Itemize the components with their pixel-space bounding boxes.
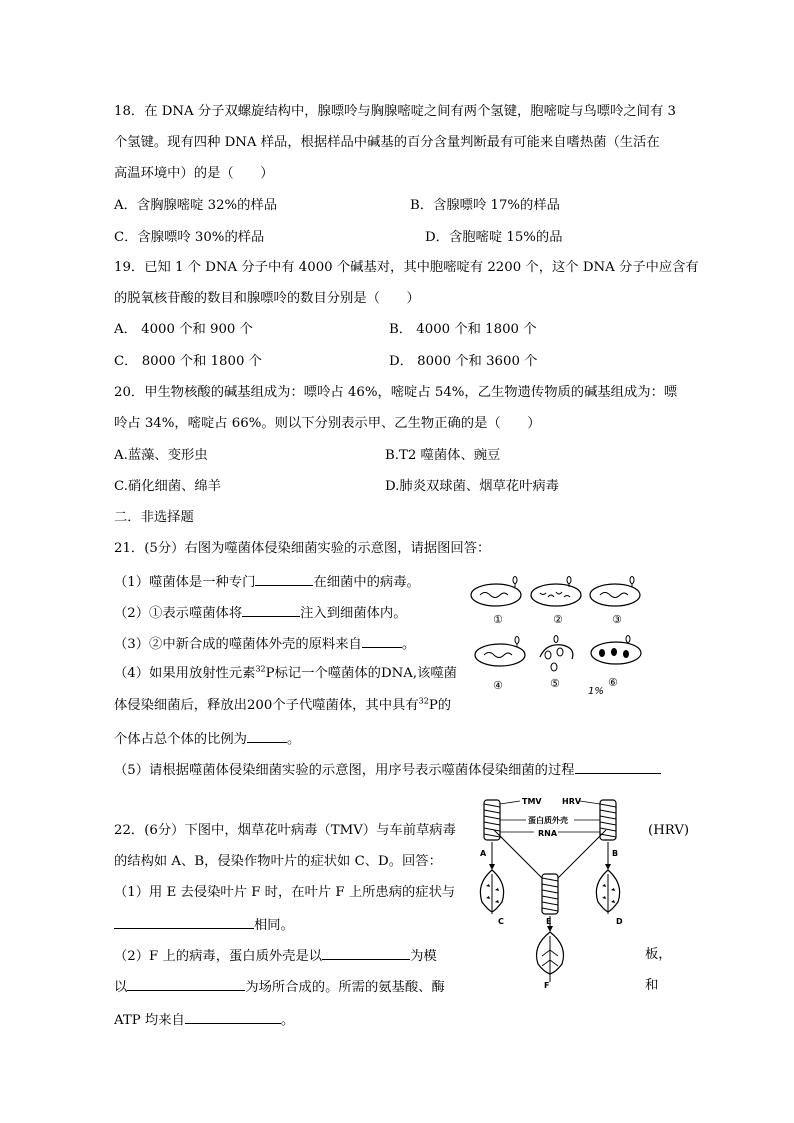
q18-stem-line1: 18．在 DNA 分子双螺旋结构中，腺嘌呤与胸腺嘧啶之间有两个氢键，胞嘧啶与鸟嘌呤之间有 3 xyxy=(114,104,676,119)
q18-option-d[interactable]: D．含胞嘧啶 15%的品 xyxy=(425,230,563,245)
q22-stem-line2: 的结构如 A、B，侵染作物叶片的症状如 C、D。回答： xyxy=(114,854,442,869)
q21-part4-blank[interactable] xyxy=(247,729,287,743)
label-b: B xyxy=(612,849,619,858)
q22-part2-line2-right: 和 xyxy=(645,978,659,993)
q22-stem-hrv: (HRV) xyxy=(648,823,690,838)
phage-label-1: ① xyxy=(493,613,503,626)
q18-option-a[interactable]: A．含胸腺嘧啶 32%的样品 xyxy=(114,198,278,213)
q19-stem-line1: 19．已知 1 个 DNA 分子中有 4000 个碱基对，其中胞嘧啶有 2200 个，这个 DNA 分子中应含有 xyxy=(114,260,699,275)
q22-part2-line2-text-b: 为场所合成的。所需的氨基酸、酶 xyxy=(245,980,445,995)
phage-step-1 xyxy=(471,577,521,607)
q21-part4-line2 xyxy=(114,697,451,715)
q18-stem-line2: 个氢键。现有四种 DNA 样品，根据样品中碱基的百分含量判断最有可能来自嗜热菌（生活在 xyxy=(114,135,660,150)
q21-part3-blank[interactable] xyxy=(362,634,402,648)
q22-part2-text-a: （2）F 上的病毒，蛋白质外壳是以 xyxy=(114,949,323,964)
virus-structure-figure xyxy=(472,790,632,990)
phage-label-6: ⑥ xyxy=(608,676,618,689)
q22-stem-line1: 22．(6分）下图中，烟草花叶病毒（TMV）与车前草病毒 xyxy=(114,823,456,838)
protein-coat-label: 蛋白质外壳 xyxy=(528,816,568,825)
q21-part1-text-a: （1）噬菌体是一种专门 xyxy=(114,575,256,590)
q22-part2-blank2[interactable] xyxy=(127,977,245,991)
q20-stem-line2: 呤占 34%，嘧啶占 66%。则以下分别表示甲、乙生物正确的是（ ） xyxy=(114,416,541,431)
q21-part5 xyxy=(114,760,661,780)
phage-label-5: ⑤ xyxy=(550,677,560,690)
q22-part2-right-text: 板， xyxy=(645,947,672,962)
q20-option-a[interactable]: A.蓝藻、变形虫 xyxy=(114,448,208,463)
leaf-c xyxy=(480,870,503,914)
q21-part3-text-a: （3）②中新合成的噬菌体外壳的原料来自 xyxy=(114,637,362,652)
q21-part4-line3 xyxy=(114,729,300,749)
q22-part2-line1 xyxy=(114,946,437,966)
q22-part2-line2-text-a: 以 xyxy=(114,980,128,995)
q20-stem-line1: 20．甲生物核酸的碱基组成为：嘌呤占 46%，嘧啶占 54%，乙生物遗传物质的碱基组成为：嘌 xyxy=(114,385,678,400)
phage-step-4 xyxy=(475,637,525,667)
q19-option-c[interactable]: C． 8000 个和 1800 个 xyxy=(114,354,262,369)
q21-part4-line2-text-b: P的 xyxy=(428,698,452,713)
phage-label-3: ③ xyxy=(612,613,622,626)
tmv-label: TMV xyxy=(522,797,542,806)
q18-option-b[interactable]: B．含腺嘌呤 17%的样品 xyxy=(410,198,560,213)
phage-step-6 xyxy=(591,636,641,665)
rna-label: RNA xyxy=(538,829,558,838)
q21-part5-text: （5）请根据噬菌体侵染细菌实验的示意图，用序号表示噬菌体侵染细菌的过程 xyxy=(114,763,575,778)
label-e: E xyxy=(546,917,552,926)
q22-part2-line3-text-a: ATP 均来自 xyxy=(114,1013,185,1028)
phage-infection-figure xyxy=(468,573,658,697)
label-f: F xyxy=(544,981,550,990)
leaf-f xyxy=(537,932,564,982)
leaf-d xyxy=(596,870,619,914)
q20-option-b[interactable]: B.T2 噬菌体、豌豆 xyxy=(385,448,501,463)
q18-option-c[interactable]: C．含腺嘌呤 30%的样品 xyxy=(114,230,265,245)
q21-part2 xyxy=(114,603,407,623)
phage-label-2: ② xyxy=(553,613,563,626)
q21-part2-text-a: （2）①表示噬菌体将 xyxy=(114,606,243,621)
hrv-label: HRV xyxy=(562,797,582,806)
phage-scribble: 1% xyxy=(588,686,604,697)
virus-e xyxy=(542,874,558,914)
phage-label-4: ④ xyxy=(493,679,503,692)
q21-part4-line3-text-b: 。 xyxy=(286,732,301,747)
q19-option-b[interactable]: B． 4000 个和 1800 个 xyxy=(389,322,537,337)
phage-step-2 xyxy=(531,577,581,607)
q22-part1-line2 xyxy=(114,915,294,935)
q21-part2-text-b: 注入到细菌体内。 xyxy=(300,606,407,621)
q19-option-a[interactable]: A． 4000 个和 900 个 xyxy=(114,322,253,337)
label-c: C xyxy=(498,917,504,926)
q21-part2-blank[interactable] xyxy=(242,603,300,617)
q20-option-d[interactable]: D.肺炎双球菌、烟草花叶病毒 xyxy=(385,479,559,494)
phage-step-3 xyxy=(590,577,640,607)
label-d: D xyxy=(616,917,623,926)
q21-part1-blank[interactable] xyxy=(255,572,313,586)
q21-part5-blank[interactable] xyxy=(575,760,661,774)
q21-part1 xyxy=(114,572,420,592)
q21-part4-text-a: （4）如果用放射性元素 xyxy=(114,666,256,681)
section-heading: 二．非选择题 xyxy=(114,510,194,525)
q21-part1-text-b: 在细菌中的病毒。 xyxy=(313,575,420,590)
q22-part2-blank3[interactable] xyxy=(185,1010,281,1024)
q21-stem: 21．(5分）右图为噬菌体侵染细菌实验的示意图，请据图回答： xyxy=(114,541,491,556)
q22-part2-blank1[interactable] xyxy=(322,946,410,960)
q21-part4-line3-text-a: 个体占总个体的比例为 xyxy=(114,732,247,747)
phage-step-5 xyxy=(540,636,573,672)
q21-part4-text-b: P标记一个噬菌体的DNA,该噬菌 xyxy=(265,666,457,681)
q21-part4-line1 xyxy=(114,665,457,683)
q21-part4-superscript: 32 xyxy=(255,664,266,674)
q21-part3 xyxy=(114,634,415,654)
q22-part1-blank[interactable] xyxy=(114,915,254,929)
q22-part1-line1: （1）用 E 去侵染叶片 F 时，在叶片 F 上所患病的症状与 xyxy=(114,885,456,900)
q19-stem-line2: 的脱氧核苷酸的数目和腺嘌呤的数目分别是（ ） xyxy=(114,291,420,306)
q21-part4-line2-text-a: 体侵染细菌后，释放出200个子代噬菌体，其中具有 xyxy=(114,698,419,713)
q19-option-d[interactable]: D． 8000 个和 3600 个 xyxy=(389,354,538,369)
q20-option-c[interactable]: C.硝化细菌、绵羊 xyxy=(114,479,222,494)
q22-part1-text-b: 相同。 xyxy=(254,918,294,933)
q22-part2-line3 xyxy=(114,1010,294,1030)
q22-part2-text-b: 为模 xyxy=(410,949,437,964)
q21-part4-line2-superscript: 32 xyxy=(418,696,429,706)
q21-part3-text-b: 。 xyxy=(401,637,416,652)
q22-part2-line2 xyxy=(114,977,445,997)
label-a: A xyxy=(480,849,487,858)
q22-part2-line3-text-b: 。 xyxy=(280,1013,295,1028)
q18-stem-line3: 高温环境中）的是（ ） xyxy=(114,166,274,181)
